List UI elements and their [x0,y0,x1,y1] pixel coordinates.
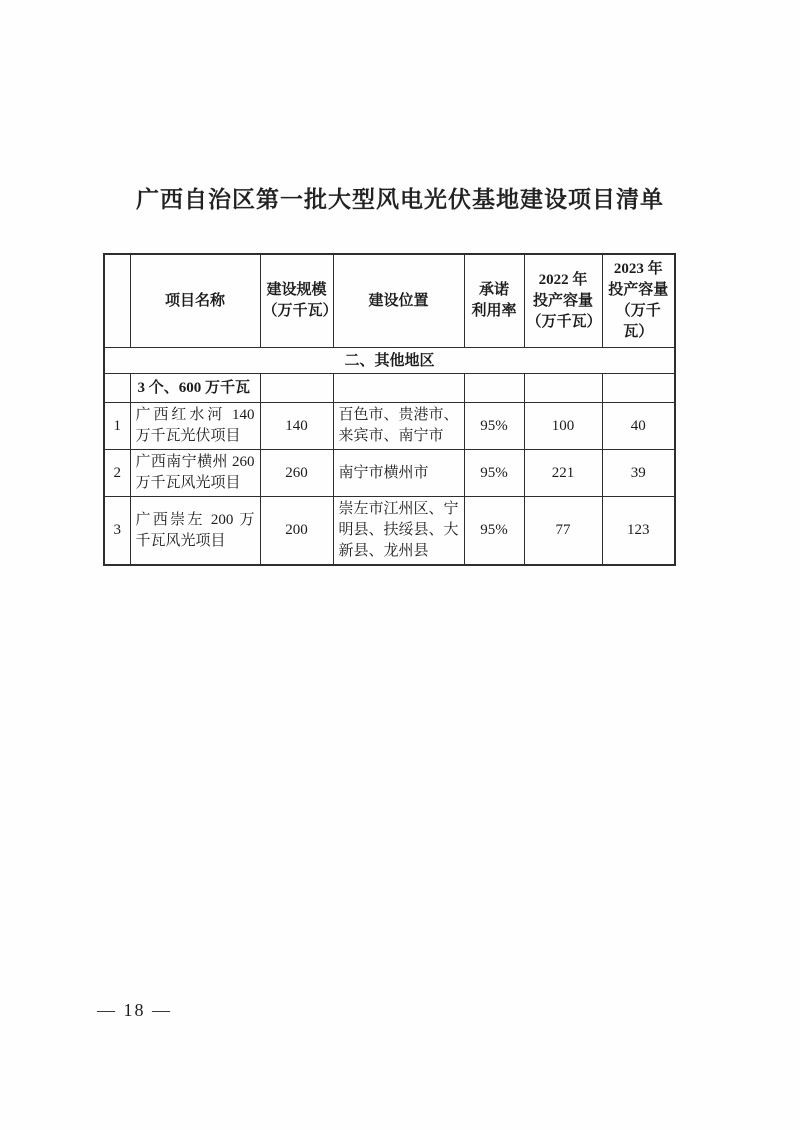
header-capacity-2023: 2023 年 投产容量 （万千瓦） [602,254,675,348]
row-index: 1 [104,403,130,450]
table-row [104,497,675,566]
project-rate: 95% [464,450,524,497]
project-name: 广西崇左 200 万千瓦风光项目 [130,497,260,566]
project-capacity-2023: 39 [602,450,675,497]
project-name: 广西红水河 140 万千瓦光伏项目 [130,403,260,450]
table-header-row [104,254,675,348]
header-project-name: 项目名称 [130,254,260,348]
subtotal-location-cell [333,374,464,403]
header-utilization-rate: 承诺 利用率 [464,254,524,348]
subtotal-rate-cell [464,374,524,403]
subtotal-row [104,374,675,403]
subtotal-scale-cell [260,374,333,403]
subtotal-2023-cell [602,374,675,403]
document-title: 广西自治区第一批大型风电光伏基地建设项目清单 [136,187,664,212]
header-location: 建设位置 [333,254,464,348]
project-location: 南宁市横州市 [333,450,464,497]
header-capacity-2022: 2022 年 投产容量 （万千瓦） [524,254,602,348]
project-location: 崇左市江州区、宁明县、扶绥县、大新县、龙州县 [333,497,464,566]
project-rate: 95% [464,497,524,566]
subtotal-2022-cell [524,374,602,403]
row-index: 3 [104,497,130,566]
section-header-label: 二、其他地区 [104,348,675,374]
project-list-table [103,253,676,566]
page-number: — 18 — [97,1000,172,1020]
project-capacity-2023: 123 [602,497,675,566]
subtotal-label: 3 个、600 万千瓦 [130,374,260,403]
project-scale: 140 [260,403,333,450]
table-row [104,450,675,497]
header-scale: 建设规模 （万千瓦） [260,254,333,348]
table-row [104,403,675,450]
project-capacity-2022: 77 [524,497,602,566]
project-capacity-2022: 221 [524,450,602,497]
project-location: 百色市、贵港市、来宾市、南宁市 [333,403,464,450]
row-index: 2 [104,450,130,497]
project-scale: 260 [260,450,333,497]
project-name: 广西南宁横州 260 万千瓦风光项目 [130,450,260,497]
subtotal-index-cell [104,374,130,403]
project-scale: 200 [260,497,333,566]
project-rate: 95% [464,403,524,450]
project-capacity-2023: 40 [602,403,675,450]
header-index [104,254,130,348]
section-header-row [104,348,675,374]
project-capacity-2022: 100 [524,403,602,450]
